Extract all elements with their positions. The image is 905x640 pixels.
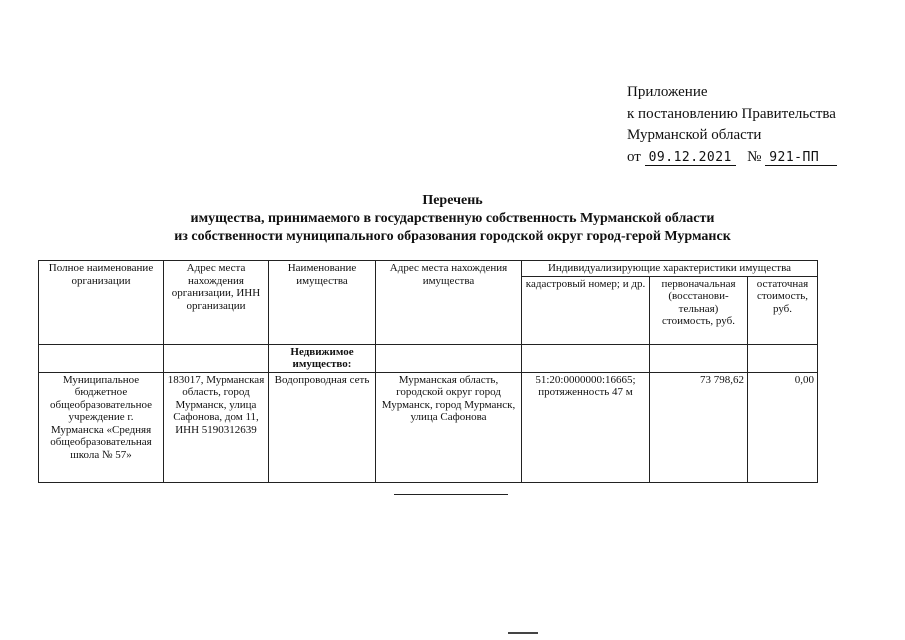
- section-row: [39, 344, 818, 372]
- appendix-header: [627, 82, 837, 168]
- header-property-address: Адрес места нахождения имущества: [376, 261, 522, 345]
- date-prefix: от: [627, 148, 641, 165]
- appendix-date-number-line: [627, 147, 837, 169]
- number-prefix: №: [747, 148, 762, 165]
- row-property-name: Водопроводная сеть: [269, 372, 376, 482]
- section-empty-cell: [376, 344, 522, 372]
- section-empty-cell: [39, 344, 164, 372]
- table-row: [39, 372, 818, 482]
- section-empty-cell: [650, 344, 748, 372]
- header-org-name: Полное наименование организации: [39, 261, 164, 345]
- appendix-resolution-line: к постановлению Правительства: [627, 105, 836, 122]
- header-initial-cost: первоначальная (восстанови- тельная) стоимость, руб.: [650, 276, 748, 344]
- title-line-3: из собственности муниципального образования городской округ город-герой Мурманск: [174, 229, 731, 244]
- section-label: Недвижимое имущество:: [269, 344, 376, 372]
- row-cadastral: 51:20:0000000:16665; протяженность 47 м: [522, 372, 650, 482]
- row-residual-cost: 0,00: [748, 372, 818, 482]
- date-value: 09.12.2021: [645, 150, 736, 166]
- scan-artifact: [508, 632, 538, 634]
- appendix-title: Приложение: [627, 84, 708, 100]
- header-residual-cost: остаточная стоимость, руб.: [748, 276, 818, 344]
- appendix-region-line: Мурманской области: [627, 127, 762, 143]
- title-line-2: имущества, принимаемого в государственную собственность Мурманской области: [190, 211, 715, 226]
- section-empty-cell: [748, 344, 818, 372]
- header-characteristics: Индивидуализирующие характеристики имущества: [522, 261, 818, 277]
- property-table: [38, 260, 818, 483]
- row-initial-cost: 73 798,62: [650, 372, 748, 482]
- section-empty-cell: [164, 344, 269, 372]
- header-org-address: Адрес места нахождения организации, ИНН организации: [164, 261, 269, 345]
- row-property-address: Мурманская область, городской округ город Мурманск, город Мурманск, улица Сафонова: [376, 372, 522, 482]
- header-property-name: Наименование имущества: [269, 261, 376, 345]
- title-line-1: Перечень: [422, 193, 483, 208]
- row-org-address: 183017, Мурманская область, город Мурманск, улица Сафонова, дом 11, ИНН 5190312639: [164, 372, 269, 482]
- section-empty-cell: [522, 344, 650, 372]
- number-value: 921-ПП: [765, 150, 837, 166]
- header-cadastral: кадастровый номер; и др.: [522, 276, 650, 344]
- document-title: [0, 192, 905, 246]
- row-org-name: Муниципальное бюджетное общеобразовательное учреждение г. Мурманска «Средняя общеобразовательная школа № 57»: [39, 372, 164, 482]
- closing-line: [394, 494, 508, 495]
